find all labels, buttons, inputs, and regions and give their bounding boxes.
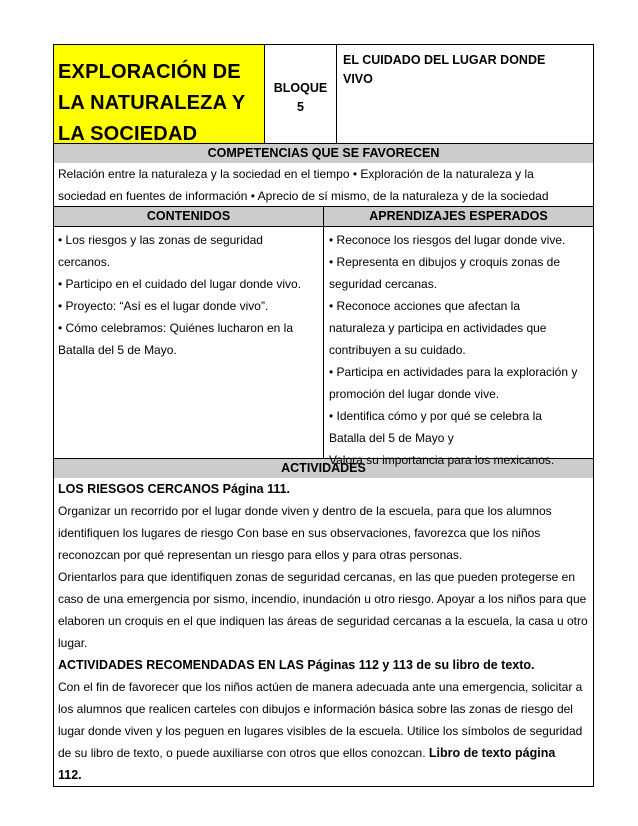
contenidos-heading: CONTENIDOS <box>54 207 324 226</box>
list-item: promoción del lugar donde vive. <box>329 387 500 401</box>
competencias-line: Relación entre la naturaleza y la sociedad en el tiempo • Exploración de la naturaleza y la <box>58 167 534 181</box>
planning-sheet <box>53 44 594 787</box>
subject-title <box>337 45 593 143</box>
aprendizajes-list <box>324 227 593 467</box>
competencias-line: sociedad en fuentes de información • Aprecio de sí mismo, de la naturaleza y de la sociedad <box>58 189 549 203</box>
bloque-cell <box>265 45 337 143</box>
list-item: • Los riesgos y las zonas de seguridad <box>58 233 263 247</box>
paragraph-line: reconozcan por qué representan un riesgo para ellos y para otras personas. <box>58 548 463 562</box>
bloque-number: 5 <box>297 100 304 114</box>
competencias-text <box>54 163 593 206</box>
paragraph-line: Con el fin de favorecer que los niños actúen de manera adecuada ante una emergencia, solicitar a <box>58 680 583 694</box>
list-item: Batalla del 5 de Mayo. <box>58 343 177 357</box>
paragraph-line: lugar. <box>58 636 88 650</box>
list-item: • Representa en dibujos y croquis zonas de <box>329 255 561 269</box>
textbook-reference: Libro de texto página <box>428 746 556 760</box>
paragraph-line: elaboren un croquis en el que indiquen las áreas de seguridad cercanas a la escuela, la casa u otro <box>58 614 588 628</box>
actividades-heading: ACTIVIDADES <box>54 459 593 478</box>
list-item: • Identifica cómo y por qué se celebra la <box>329 409 542 423</box>
bloque-label: BLOQUE <box>273 81 328 95</box>
list-item: Batalla del 5 de Mayo y <box>329 431 454 445</box>
course-title-line: EXPLORACIÓN DE <box>58 61 241 83</box>
paragraph-line: identifiquen los lugares de riesgo Con base en sus observaciones, favorezca que los niños <box>58 526 541 540</box>
aprendizajes-heading: APRENDIZAJES ESPERADOS <box>324 207 593 226</box>
list-item: • Reconoce los riesgos del lugar donde vive. <box>329 233 566 247</box>
paragraph-line: Organizar un recorrido por el lugar donde viven y dentro de la escuela, para que los alumnos <box>58 504 552 518</box>
competencias-section <box>54 144 593 207</box>
textbook-page: 112. <box>58 768 82 782</box>
paragraph-line: caso de una emergencia por sismo, incendio, inundación u otro riesgo. Apoyar a los niños para que <box>58 592 587 606</box>
list-item: seguridad cercanas. <box>329 277 438 291</box>
subject-title-line: VIVO <box>343 72 373 86</box>
list-item: cercanos. <box>58 255 111 269</box>
list-item: naturaleza y participa en actividades que <box>329 321 547 335</box>
list-item: • Proyecto: “Así es el lugar donde vivo”. <box>58 299 269 313</box>
section-title: ACTIVIDADES RECOMENDADAS EN LAS Páginas 112 y 113 de su libro de texto. <box>58 658 535 672</box>
list-item: Valora su importancia para los mexicanos. <box>329 453 555 467</box>
paragraph-line: Orientarlos para que identifiquen zonas de seguridad cercanas, en las que pueden protegerse en <box>58 570 576 584</box>
column-headings <box>54 207 593 227</box>
actividades-section <box>54 459 593 786</box>
list-item: • Participo en el cuidado del lugar donde vivo. <box>58 277 302 291</box>
course-title-line: LA SOCIEDAD <box>58 123 198 145</box>
actividades-body <box>54 478 593 786</box>
subject-title-line: EL CUIDADO DEL LUGAR DONDE <box>343 53 546 67</box>
content-row <box>54 227 593 467</box>
list-item: contribuyen a su cuidado. <box>329 343 466 357</box>
contenidos-list <box>54 227 324 458</box>
paragraph-line <box>58 742 589 764</box>
paragraph-line: los alumnos que realicen carteles con dibujos e información básica sobre las zonas de riesgo del <box>58 702 573 716</box>
list-item: • Reconoce acciones que afectan la <box>329 299 520 313</box>
course-title-line: LA NATURALEZA Y <box>58 92 246 114</box>
section-title: LOS RIESGOS CERCANOS Página 111. <box>58 482 291 496</box>
competencias-heading: COMPETENCIAS QUE SE FAVORECEN <box>54 144 593 163</box>
course-title <box>54 45 265 143</box>
paragraph-text: de su libro de texto, o puede auxiliarse con otros que ellos conozcan. <box>58 746 429 760</box>
paragraph-line: lugar donde viven y los peguen en lugares visibles de la escuela. Utilice los símbolos de seguridad <box>58 724 583 738</box>
header-row <box>54 45 593 144</box>
list-item: • Participa en actividades para la exploración y <box>329 365 578 379</box>
list-item: • Cómo celebramos: Quiénes lucharon en la <box>58 321 293 335</box>
